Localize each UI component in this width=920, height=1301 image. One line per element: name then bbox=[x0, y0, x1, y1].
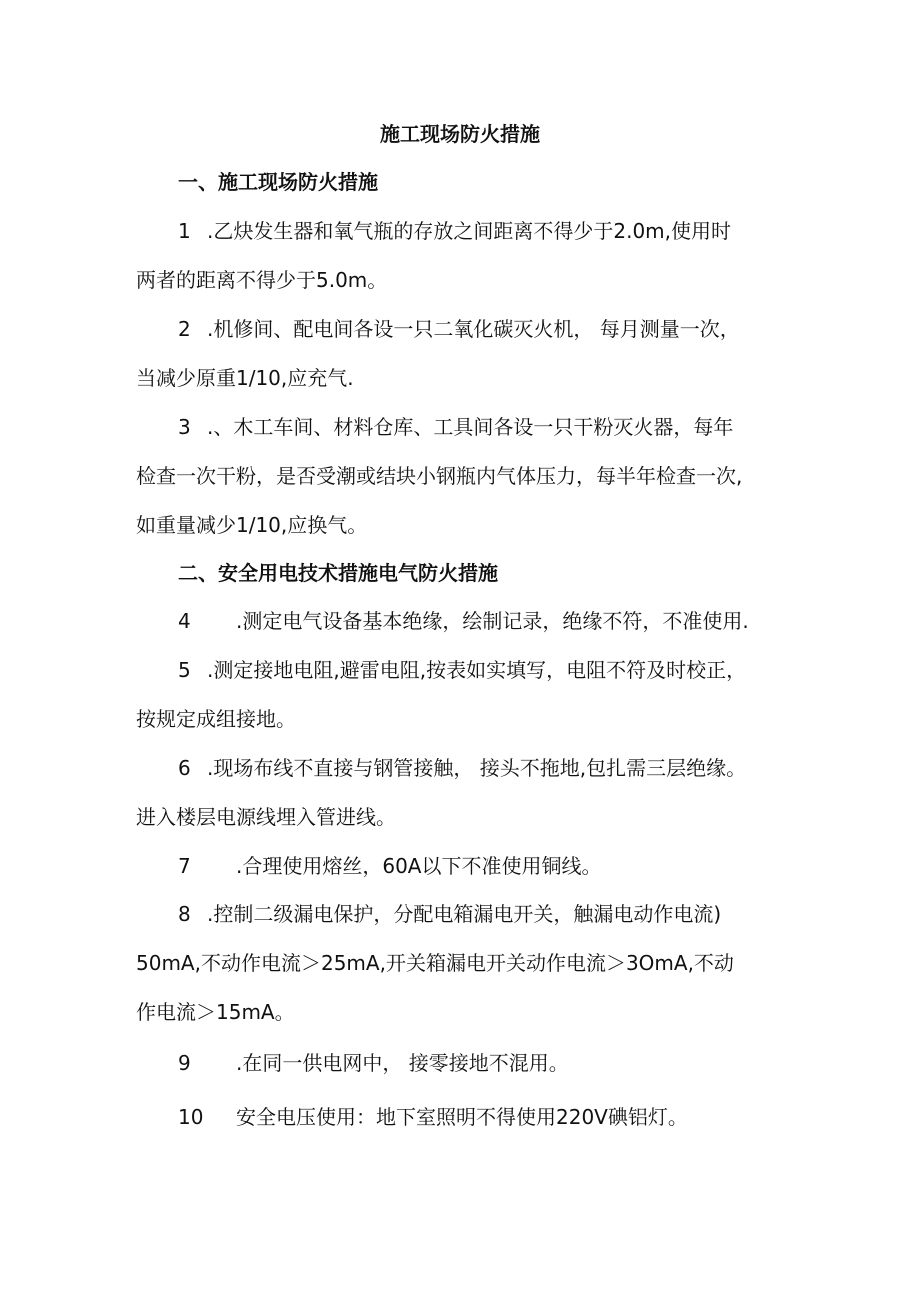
section-2-heading: 二、安全用电技术措施电气防火措施 bbox=[178, 561, 498, 585]
item-5-line-2: 按规定成组接地。 bbox=[136, 707, 296, 731]
item-2-number: 2 bbox=[178, 317, 191, 341]
item-8-line-2: 50mA,不动作电流＞25mA,开关箱漏电开关动作电流＞3OmA,不动 bbox=[136, 951, 734, 975]
item-7-number: 7 bbox=[178, 854, 191, 878]
item-5-number: 5 bbox=[178, 658, 191, 682]
item-3-line-1: .、木工车间、材料仓库、工具间各设一只干粉灭火器，每年 bbox=[207, 415, 734, 439]
item-6-line-2: 进入楼层电源线埋入管进线。 bbox=[136, 805, 396, 829]
item-8-line-1: .控制二级漏电保护，分配电箱漏电开关，触漏电动作电流) bbox=[207, 902, 722, 926]
item-9-line-1: .在同一供电网中， 接零接地不混用。 bbox=[236, 1051, 569, 1075]
section-1-heading: 一、施工现场防火措施 bbox=[178, 170, 378, 194]
item-4-line-1: .测定电气设备基本绝缘，绘制记录，绝缘不符，不准使用. bbox=[236, 609, 749, 633]
item-2-line-1: .机修间、配电间各设一只二氧化碳灭火机， 每月测量一次， bbox=[207, 317, 740, 341]
item-8-line-3: 作电流＞15mA。 bbox=[136, 1000, 295, 1024]
item-4-number: 4 bbox=[178, 609, 191, 633]
item-10-line-1: 安全电压使用：地下室照明不得使用220V碘铝灯。 bbox=[236, 1105, 688, 1129]
item-6-line-1: .现场布线不直接与钢管接触， 接头不拖地,包扎需三层绝缘。 bbox=[207, 756, 747, 780]
item-3-number: 3 bbox=[178, 415, 191, 439]
document-title: 施工现场防火措施 bbox=[380, 122, 540, 146]
item-3-line-3: 如重量减少1/10,应换气。 bbox=[136, 513, 368, 537]
item-9-number: 9 bbox=[178, 1051, 191, 1075]
item-3-line-2: 检查一次干粉，是否受潮或结块小钢瓶内气体压力，每半年检查一次, bbox=[136, 464, 743, 488]
item-1-line-1: .乙炔发生器和氧气瓶的存放之间距离不得少于2.0m,使用时 bbox=[207, 219, 732, 243]
item-1-line-2: 两者的距离不得少于5.0m。 bbox=[136, 268, 388, 292]
item-5-line-1: .测定接地电阻,避雷电阻,按表如实填写，电阻不符及时校正， bbox=[207, 658, 747, 682]
item-1-number: 1 bbox=[178, 219, 191, 243]
item-2-line-2: 当减少原重1/10,应充气. bbox=[136, 366, 354, 390]
item-6-number: 6 bbox=[178, 756, 191, 780]
item-8-number: 8 bbox=[178, 902, 191, 926]
item-7-line-1: .合理使用熔丝，60A以下不准使用铜线。 bbox=[236, 854, 602, 878]
item-10-number: 10 bbox=[178, 1105, 204, 1129]
